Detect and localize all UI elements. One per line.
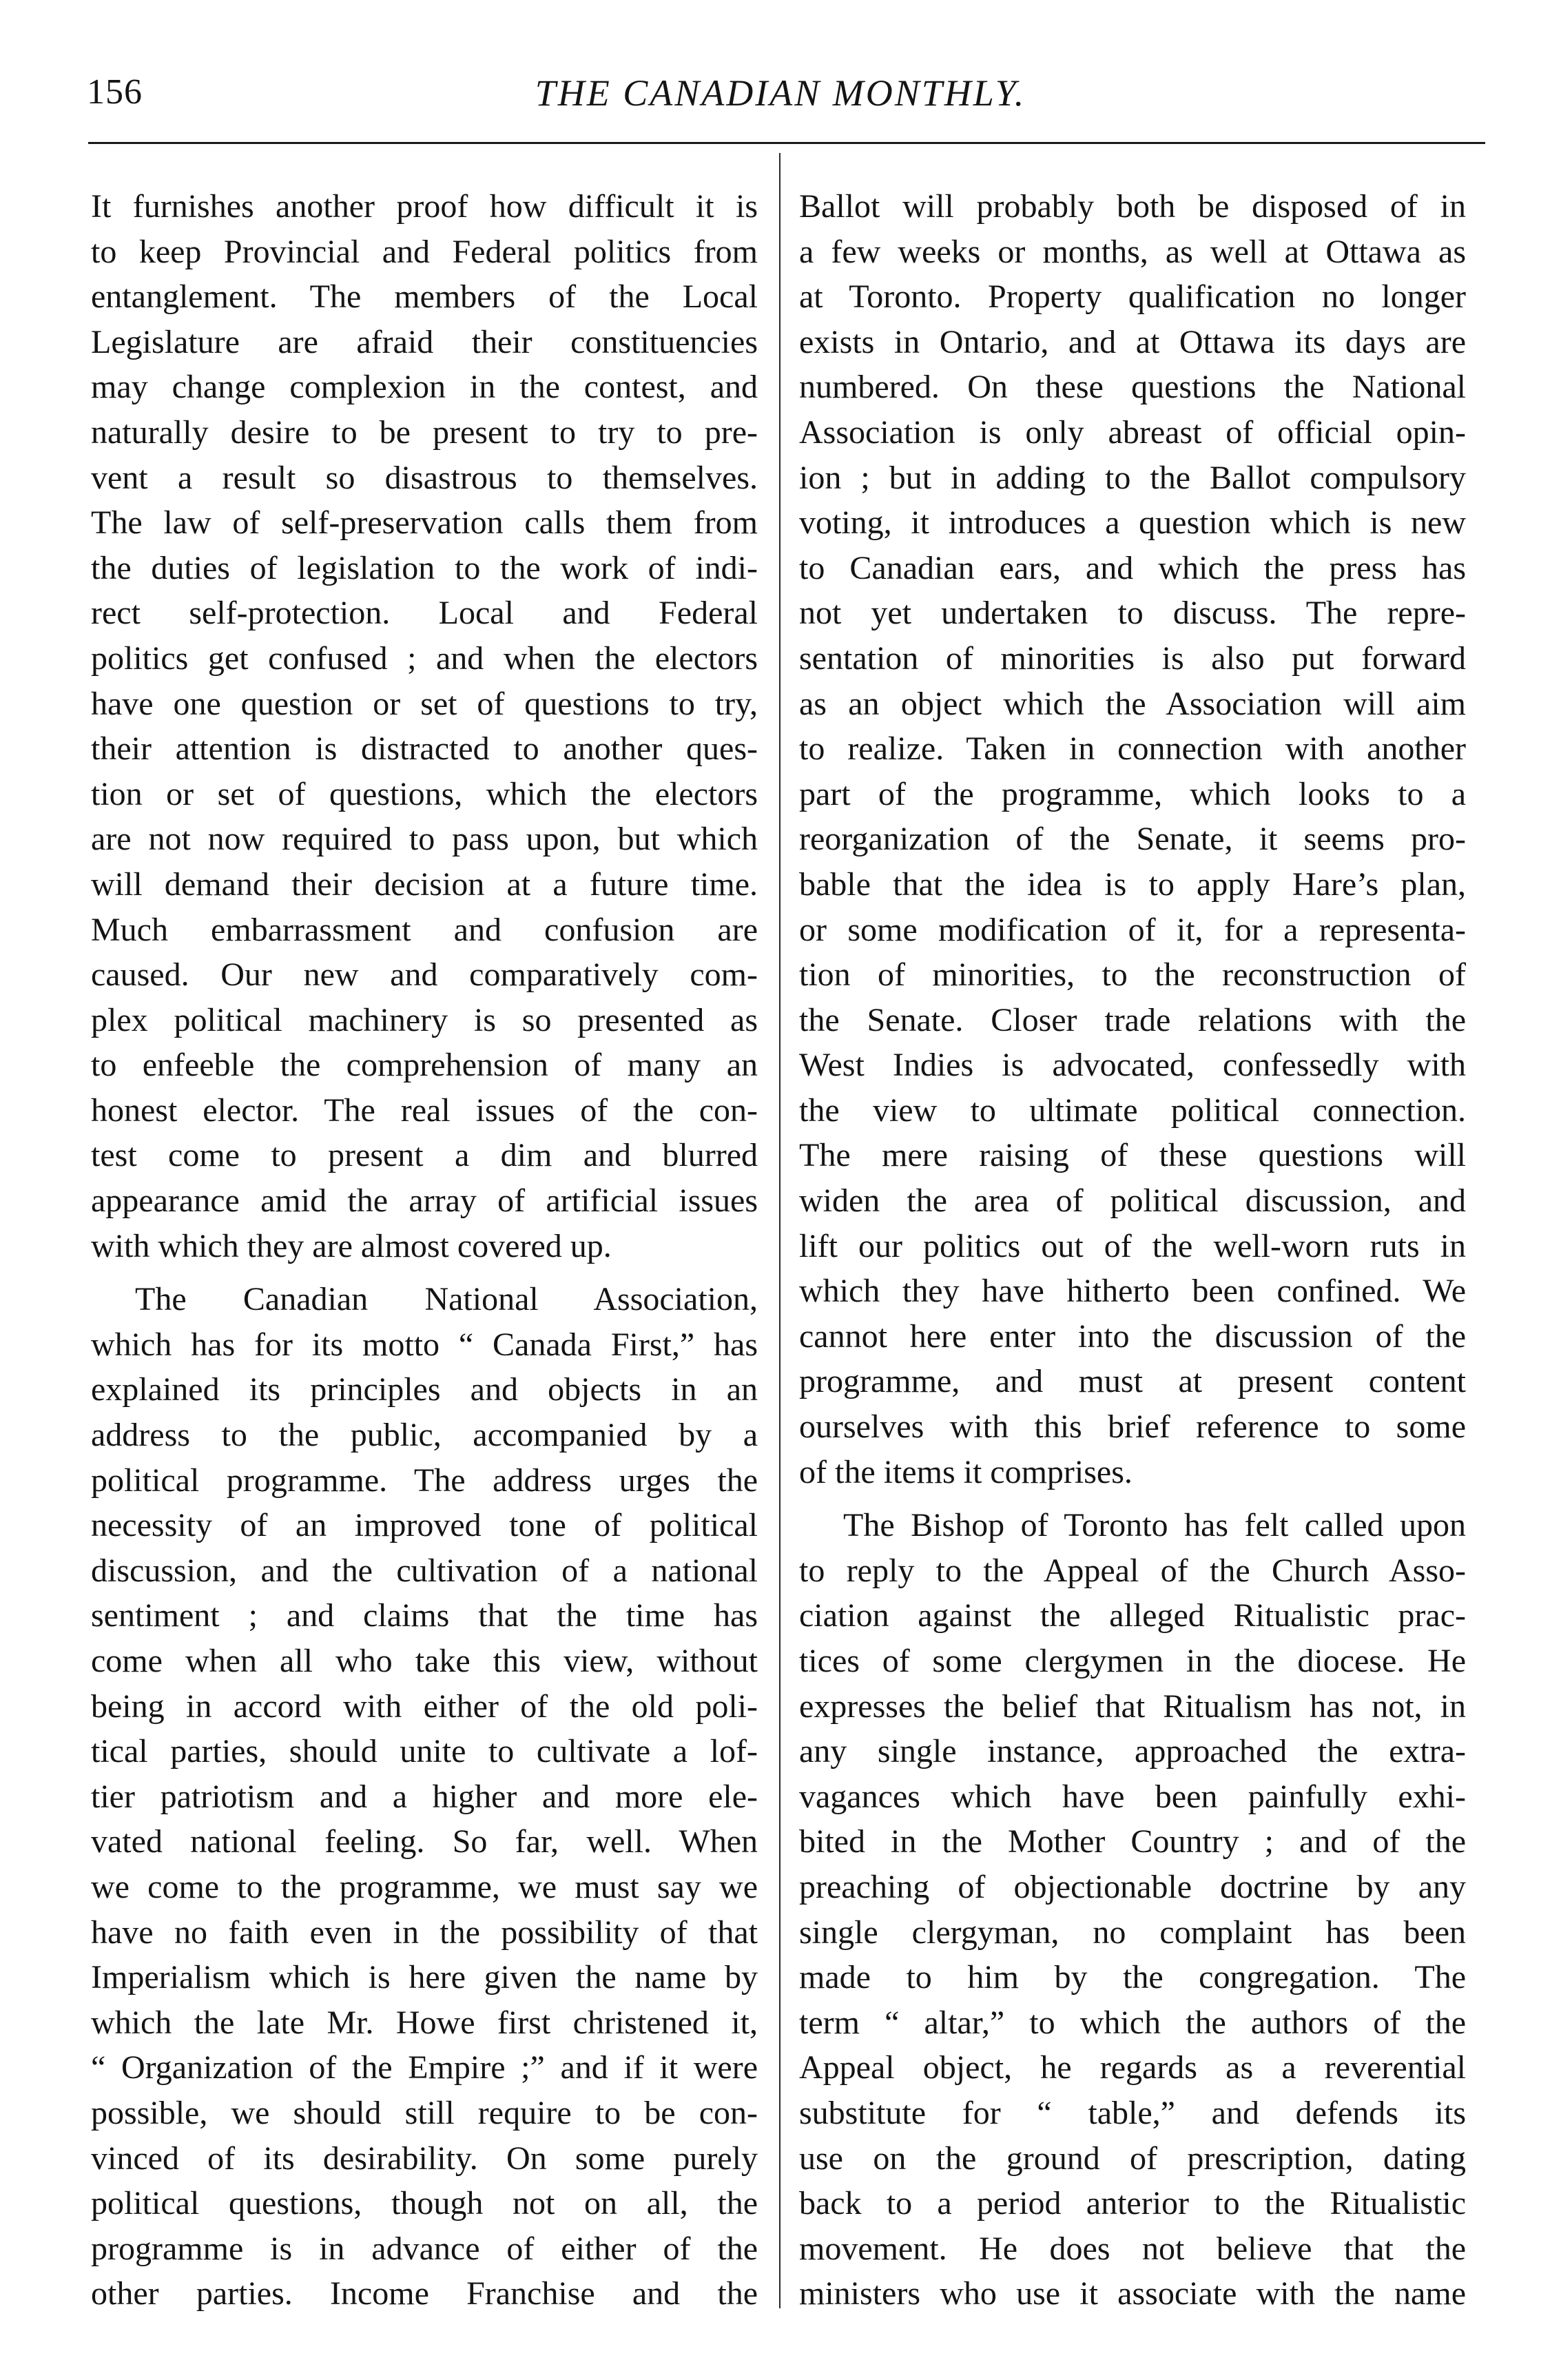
text-line: Legislature are afraid their constituencies [91, 323, 758, 360]
text-line: tion or set of questions, which the electors [91, 775, 758, 812]
text-line: exists in Ontario, and at Ottawa its days are [799, 323, 1466, 360]
text-line: which has for its motto “ Canada First,” has [91, 1326, 758, 1363]
text-line: which they have hitherto been confined. We [799, 1273, 1466, 1310]
text-line: West Indies is advocated, confessedly with [799, 1047, 1466, 1084]
text-line: The Canadian National Association, [135, 1281, 758, 1318]
text-line: lift our politics out of the well-worn ruts in [799, 1227, 1466, 1264]
text-line: vinced of its desirability. On some purely [91, 2140, 758, 2177]
text-line: cannot here enter into the discussion of the [799, 1317, 1466, 1355]
text-line: single clergyman, no complaint has been [799, 1914, 1466, 1951]
text-line: politics get confused ; and when the electors [91, 639, 758, 677]
running-title: THE CANADIAN MONTHLY. [535, 72, 1026, 114]
page-number: 156 [87, 72, 143, 112]
text-line: expresses the belief that Ritualism has not, in [799, 1687, 1466, 1725]
text-line: use on the ground of prescription, dating [799, 2140, 1466, 2177]
text-line: bited in the Mother Country ; and of the [799, 1823, 1466, 1860]
text-line: tical parties, should unite to cultivate a lof- [91, 1733, 758, 1770]
text-line: sentation of minorities is also put forward [799, 639, 1466, 677]
text-line: the Senate. Closer trade relations with the [799, 1001, 1466, 1038]
text-line: The law of self-preservation calls them from [91, 504, 758, 542]
left-paragraph-1 [91, 184, 758, 1269]
text-line: which the late Mr. Howe first christened it, [91, 2004, 758, 2041]
text-line: being in accord with either of the old poli- [91, 1687, 758, 1725]
text-line: with which they are almost covered up. [91, 1227, 612, 1264]
text-line: as an object which the Association will aim [799, 685, 1466, 722]
text-line: other parties. Income Franchise and the [91, 2275, 758, 2312]
text-line: the duties of legislation to the work of indi- [91, 549, 758, 586]
text-line: movement. He does not believe that the [799, 2230, 1466, 2267]
text-line: come when all who take this view, without [91, 1643, 758, 1679]
left-column [91, 184, 758, 2317]
text-line: programme, and must at present content [799, 1363, 1466, 1400]
text-line: sentiment ; and claims that the time has [91, 1597, 758, 1634]
text-line: tion of minorities, to the reconstruction of [799, 956, 1466, 994]
text-line: The Bishop of Toronto has felt called upon [843, 1507, 1466, 1544]
text-line: term “ altar,” to which the authors of the [799, 2004, 1466, 2041]
text-line: preaching of objectionable doctrine by any [799, 1868, 1466, 1905]
right-column [799, 184, 1466, 2317]
left-paragraph-2 [91, 1277, 758, 2317]
text-line: political questions, though not on all, the [91, 2185, 758, 2222]
text-line: entanglement. The members of the Local [91, 278, 758, 316]
text-line: to keep Provincial and Federal politics from [91, 233, 758, 270]
column-divider [779, 153, 780, 2308]
text-line: necessity of an improved tone of political [91, 1507, 758, 1544]
text-line: back to a period anterior to the Ritualistic [799, 2185, 1466, 2222]
text-line: political programme. The address urges the [91, 1461, 758, 1499]
text-line: appearance amid the array of artificial issues [91, 1182, 758, 1220]
text-line: not yet undertaken to discuss. The repre- [799, 595, 1466, 632]
text-line: bable that the idea is to apply Hare’s plan, [799, 865, 1466, 903]
text-line: rect self-protection. Local and Federal [91, 595, 758, 632]
text-line: are not now required to pass upon, but which [91, 821, 758, 858]
text-line: programme is in advance of either of the [91, 2230, 758, 2267]
text-line: a few weeks or months, as well at Ottawa as [799, 233, 1466, 270]
text-line: will demand their decision at a future time. [91, 865, 758, 903]
text-line: tices of some clergymen in the diocese. He [799, 1643, 1466, 1679]
text-line: Association is only abreast of official opin- [799, 413, 1466, 451]
header-rule [88, 142, 1485, 144]
text-line: ourselves with this brief reference to some [799, 1408, 1466, 1446]
text-line: vagances which have been painfully exhi- [799, 1778, 1466, 1815]
text-line: have one question or set of questions to try, [91, 685, 758, 722]
text-line: the view to ultimate political connection. [799, 1091, 1466, 1129]
text-line: any single instance, approached the extra- [799, 1733, 1466, 1770]
text-line: Appeal object, he regards as a reverential [799, 2049, 1466, 2086]
text-line: ion ; but in adding to the Ballot compulsory [799, 459, 1466, 496]
text-line: numbered. On these questions the National [799, 369, 1466, 406]
text-line: “ Organization of the Empire ;” and if it were [91, 2049, 758, 2086]
text-line: their attention is distracted to another ques- [91, 730, 758, 768]
text-line: It furnishes another proof how difficult it is [91, 188, 758, 225]
right-paragraph-1 [799, 184, 1466, 1495]
text-line: widen the area of political discussion, and [799, 1182, 1466, 1220]
text-line: ciation against the alleged Ritualistic prac- [799, 1597, 1466, 1634]
text-line: The mere raising of these questions will [799, 1137, 1466, 1174]
text-line: have no faith even in the possibility of that [91, 1914, 758, 1951]
text-line: we come to the programme, we must say we [91, 1868, 758, 1905]
text-line: naturally desire to be present to try to pre- [91, 413, 758, 451]
text-line: vated national feeling. So far, well. When [91, 1823, 758, 1860]
text-line: at Toronto. Property qualification no longer [799, 278, 1466, 316]
text-line: of the items it comprises. [799, 1453, 1133, 1490]
text-line: caused. Our new and comparatively com- [91, 956, 758, 994]
text-line: plex political machinery is so presented as [91, 1001, 758, 1038]
text-line: to reply to the Appeal of the Church Asso- [799, 1552, 1466, 1589]
text-line: part of the programme, which looks to a [799, 775, 1466, 812]
text-line: substitute for “ table,” and defends its [799, 2094, 1466, 2131]
text-line: Ballot will probably both be disposed of in [799, 188, 1466, 225]
text-line: to enfeeble the comprehension of many an [91, 1047, 758, 1084]
text-line: tier patriotism and a higher and more ele- [91, 1778, 758, 1815]
text-line: to Canadian ears, and which the press has [799, 549, 1466, 586]
page-header [0, 0, 1561, 145]
text-line: made to him by the congregation. The [799, 1959, 1466, 1996]
right-paragraph-2 [799, 1503, 1466, 2317]
text-line: reorganization of the Senate, it seems pro- [799, 821, 1466, 858]
text-line: or some modification of it, for a representa- [799, 911, 1466, 948]
text-line: to realize. Taken in connection with another [799, 730, 1466, 768]
text-line: voting, it introduces a question which is new [799, 504, 1466, 542]
text-line: explained its principles and objects in an [91, 1371, 758, 1408]
text-line: may change complexion in the contest, and [91, 369, 758, 406]
text-line: test come to present a dim and blurred [91, 1137, 758, 1174]
text-line: vent a result so disastrous to themselves. [91, 459, 758, 496]
text-line: address to the public, accompanied by a [91, 1417, 758, 1454]
text-line: discussion, and the cultivation of a national [91, 1552, 758, 1589]
text-line: possible, we should still require to be con- [91, 2094, 758, 2131]
text-line: Imperialism which is here given the name by [91, 1959, 758, 1996]
text-line: honest elector. The real issues of the con- [91, 1091, 758, 1129]
text-line: ministers who use it associate with the name [799, 2275, 1466, 2312]
text-line: Much embarrassment and confusion are [91, 911, 758, 948]
